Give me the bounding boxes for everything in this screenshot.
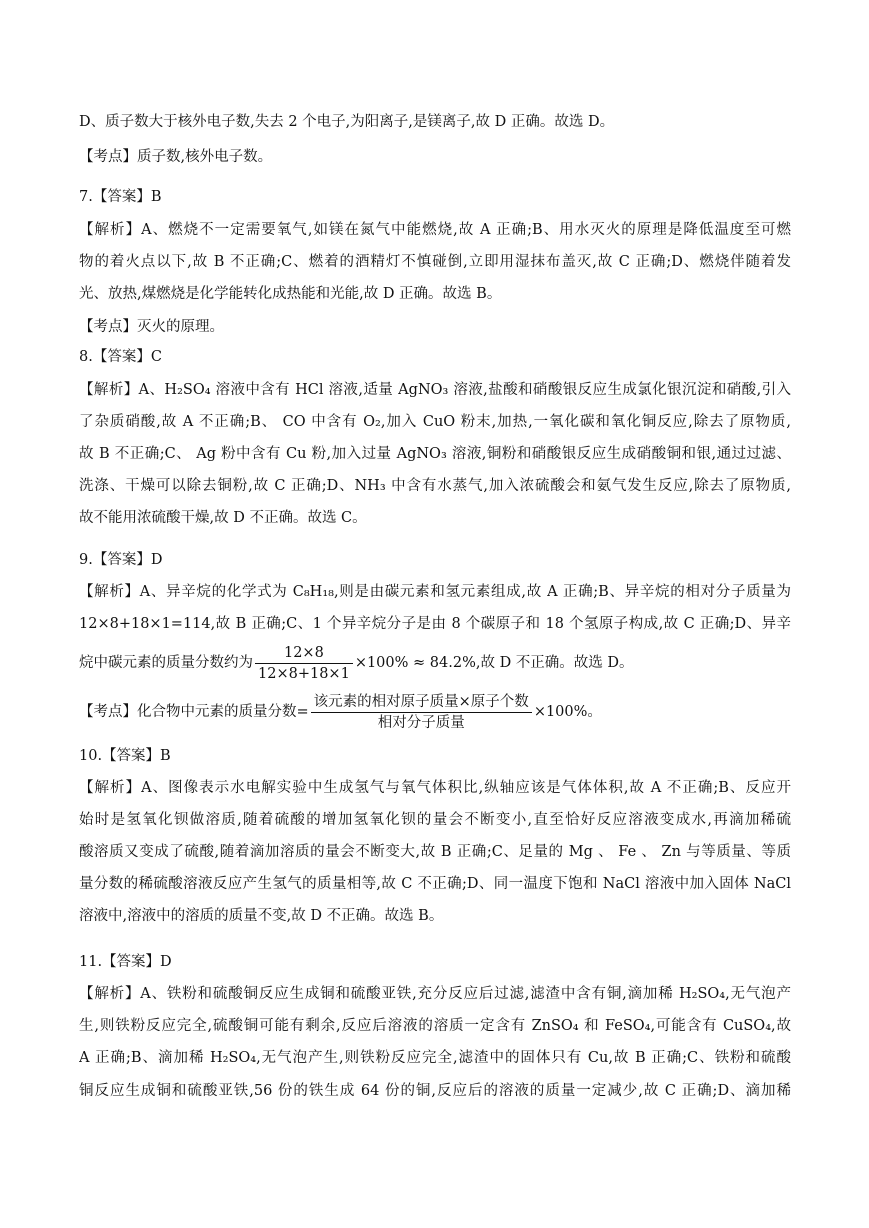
text-line: A 正确;B、滴加稀 H₂SO₄,无气泡产生,则铁粉反应完全,滤渣中的固体只有 Cu,故 B 正确;C、铁粉和硫酸 (79, 1050, 791, 1066)
answer-heading: 9.【答案】D (79, 552, 163, 568)
text-line: 【解析】A、燃烧不一定需要氧气,如镁在氮气中能燃烧,故 A 正确;B、用水灭火的原理是降低温度至可燃 (79, 222, 791, 238)
text-line: 【解析】A、铁粉和硫酸铜反应生成铜和硫酸亚铁,充分反应后过滤,滤渣中含有铜,滴加稀 H₂SO₄,无气泡产 (79, 986, 791, 1002)
text-line: 物的着火点以下,故 B 不正确;C、燃着的酒精灯不慎碰倒,立即用湿抹布盖灭,故 C 正确;D、燃烧伴随着发 (79, 254, 791, 270)
fraction-denominator: 相对分子质量 (377, 714, 465, 731)
answer-heading: 8.【答案】C (79, 349, 162, 365)
formula-suffix: ×100% ≈ 84.2%,故 D 不正确。故选 D。 (354, 655, 634, 671)
formula-prefix: 【考点】化合物中元素的质量分数= (79, 704, 309, 720)
formula-suffix: ×100%。 (533, 704, 602, 720)
formula-prefix: 烷中碳元素的质量分数约为 (79, 655, 253, 671)
text-line: 量分数的稀硫酸溶液反应产生氢气的质量相等,故 C 不正确;D、同一温度下饱和 NaCl 溶液中加入固体 NaCl (79, 876, 791, 892)
text-line: D、质子数大于核外电子数,失去 2 个电子,为阳离子,是镁离子,故 D 正确。故选 D。 (79, 114, 615, 130)
text-line: 【考点】质子数,核外电子数。 (79, 149, 273, 165)
fraction (255, 644, 353, 683)
text-line: 始时是氢氧化钡做溶质,随着硫酸的增加氢氧化钡的量会不断变小,直至恰好反应溶液变成水,再滴加稀硫 (79, 812, 791, 828)
text-line: 【解析】A、图像表示水电解实验中生成氢气与氧气体积比,纵轴应该是气体体积,故 A 不正确;B、反应开 (79, 780, 791, 796)
formula-line (79, 690, 791, 734)
text-line: 铜反应生成铜和硫酸亚铁,56 份的铁生成 64 份的铜,反应后的溶液的质量一定减少,故 C 正确;D、滴加稀 (79, 1083, 791, 1099)
answer-heading: 7.【答案】B (79, 189, 162, 205)
fraction-numerator: 12×8 (255, 644, 353, 664)
text-line: 光、放热,煤燃烧是化学能转化成热能和光能,故 D 正确。故选 B。 (79, 286, 502, 302)
text-line: 【解析】A、H₂SO₄ 溶液中含有 HCl 溶液,适量 AgNO₃ 溶液,盐酸和硝酸银反应生成氯化银沉淀和硝酸,引入 (79, 382, 791, 398)
answer-heading: 10.【答案】B (79, 748, 171, 764)
text-line: 【考点】灭火的原理。 (79, 319, 224, 335)
fraction-denominator: 12×8+18×1 (258, 665, 350, 682)
text-line: 故 B 不正确;C、 Ag 粉中含有 Cu 粉,加入过量 AgNO₃ 溶液,铜粉和硝酸银反应生成硝酸铜和银,通过过滤、 (79, 446, 791, 462)
text-line: 【解析】A、异辛烷的化学式为 C₈H₁₈,则是由碳元素和氢元素组成,故 A 正确;B、异辛烷的相对分子质量为 (79, 584, 791, 600)
formula-line (79, 641, 791, 685)
text-line: 12×8+18×1=114,故 B 正确;C、1 个异辛烷分子是由 8 个碳原子和 18 个氢原子构成,故 C 正确;D、异辛 (79, 616, 791, 632)
text-line: 故不能用浓硫酸干燥,故 D 不正确。故选 C。 (79, 510, 367, 526)
text-line: 了杂质硝酸,故 A 不正确;B、 CO 中含有 O₂,加入 CuO 粉末,加热,一氧化碳和氧化铜反应,除去了原物质, (79, 414, 791, 430)
fraction (311, 693, 532, 732)
fraction-numerator: 该元素的相对原子质量×原子个数 (311, 693, 532, 713)
text-line: 溶液中,溶液中的溶质的质量不变,故 D 不正确。故选 B。 (79, 908, 444, 924)
text-line: 酸溶质又变成了硫酸,随着滴加溶质的量会不断变大,故 B 正确;C、足量的 Mg 、 Fe 、 Zn 与等质量、等质 (79, 844, 791, 860)
text-line: 生,则铁粉反应完全,硫酸铜可能有剩余,反应后溶液的溶质一定含有 ZnSO₄ 和 FeSO₄,可能含有 CuSO₄,故 (79, 1018, 791, 1034)
text-line: 洗涤、干燥可以除去铜粉,故 C 正确;D、NH₃ 中含有水蒸气,加入浓硫酸会和氨气发生反应,除去了原物质, (79, 478, 791, 494)
answer-heading: 11.【答案】D (79, 954, 172, 970)
